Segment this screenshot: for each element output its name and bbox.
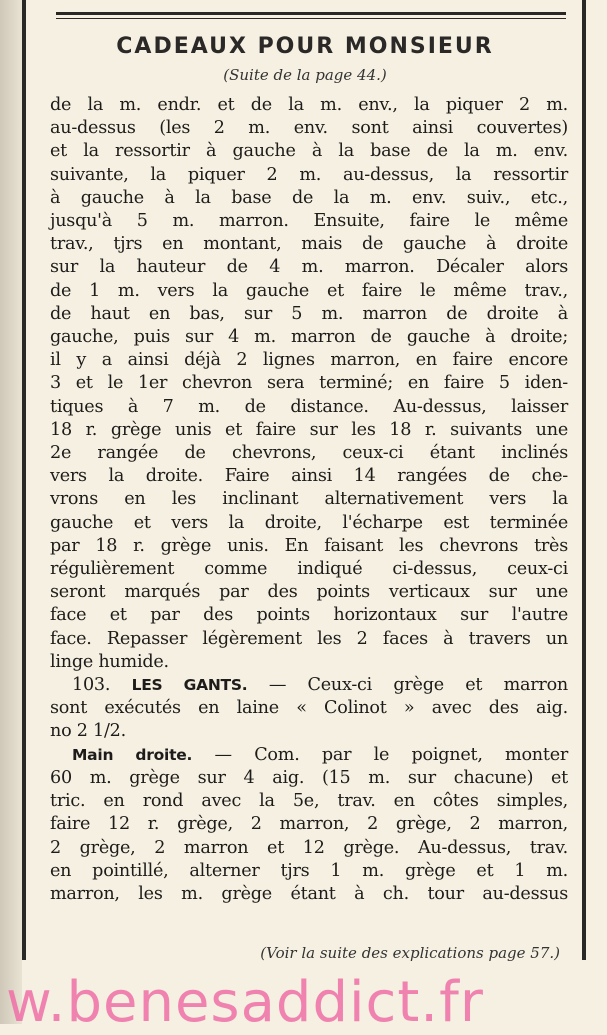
- main-droite-line: en pointillé, alterner tjrs 1 m. grège et 1 m.: [50, 860, 568, 881]
- main-droite-line: tric. en rond avec la 5e, trav. en côtes simples,: [50, 791, 568, 812]
- body-line: régulièrement comme indiqué ci-dessus, ceux-ci: [50, 559, 568, 580]
- gants-number: 103.: [72, 675, 111, 696]
- body-line: gauche, puis sur 4 m. marron de gauche à droite;: [50, 327, 568, 348]
- body-line: seront marqués par des points verticaux sur une: [50, 582, 568, 603]
- page-binding-edge: [0, 0, 22, 1024]
- body-line: linge humide.: [50, 651, 169, 672]
- gants-title: LES GANTS.: [131, 676, 248, 695]
- column-border-right: [582, 0, 586, 960]
- continued-on-note: (Voir la suite des explications page 57.): [260, 944, 560, 962]
- main-droite-title: Main droite.: [72, 745, 193, 764]
- gants-paragraph-first-line: [50, 674, 568, 697]
- top-rule: [56, 12, 566, 15]
- main-droite-line: marron, les m. grège étant à ch. tour au-dessus: [50, 883, 568, 904]
- main-droite-line: faire 12 r. grège, 2 marron, 2 grège, 2 marron,: [50, 814, 568, 835]
- body-line: face. Repasser légèrement les 2 faces à travers un: [50, 628, 568, 649]
- body-line: il y a ainsi déjà 2 lignes marron, en faire encore: [50, 350, 568, 371]
- body-line: vrons en les inclinant alternativement vers la: [50, 489, 568, 510]
- body-line: face et par des points horizontaux sur l'autre: [50, 605, 568, 626]
- body-line: 18 r. grège unis et faire sur les 18 r. suivants une: [50, 419, 568, 440]
- watermark: w.benesaddict.fr: [6, 970, 484, 1035]
- body-line: suivante, la piquer 2 m. au-dessus, la ressortir: [50, 164, 568, 185]
- body-line: tiques à 7 m. de distance. Au-dessus, laisser: [50, 396, 568, 417]
- body-line: 3 et le 1er chevron sera terminé; en faire 5 iden-: [50, 373, 568, 394]
- body-line: de haut en bas, sur 5 m. marron de droite à: [50, 303, 568, 324]
- top-rule-thin: [56, 18, 566, 19]
- continued-from-note: (Suite de la page 44.): [223, 66, 387, 84]
- body-line: vers la droite. Faire ainsi 14 rangées de che-: [50, 466, 568, 487]
- main-droite-first-line: [50, 744, 568, 767]
- body-line: de 1 m. vers la gauche et faire le même trav.,: [50, 280, 568, 301]
- body-line: par 18 r. grège unis. En faisant les chevrons très: [50, 535, 568, 556]
- gants-line: no 2 1/2.: [50, 721, 126, 742]
- article-body: [50, 94, 568, 906]
- main-droite-line: 60 m. grège sur 4 aig. (15 m. sur chacune) et: [50, 767, 568, 788]
- body-line: au-dessus (les 2 m. env. sont ainsi couvertes): [50, 118, 568, 139]
- body-line: et la ressortir à gauche à la base de la m. env.: [50, 141, 568, 162]
- body-line: de la m. endr. et de la m. env., la piquer 2 m.: [50, 95, 568, 115]
- body-line: sur la hauteur de 4 m. marron. Décaler alors: [50, 257, 568, 278]
- body-line: trav., tjrs en montant, mais de gauche à droite: [50, 234, 568, 255]
- body-line: jusqu'à 5 m. marron. Ensuite, faire le même: [50, 211, 568, 232]
- main-droite-line: 2 grège, 2 marron et 12 grège. Au-dessus, trav.: [50, 837, 568, 858]
- gants-line: sont exécutés en laine « Colinot » avec des aig.: [50, 698, 568, 719]
- body-line: 2e rangée de chevrons, ceux-ci étant inclinés: [50, 443, 568, 464]
- column-border-left: [22, 0, 26, 960]
- body-line: à gauche à la base de la m. env. suiv., etc.,: [50, 187, 568, 208]
- main-droite-line: — Com. par le poignet, monter: [214, 744, 569, 765]
- section-heading: CADEAUX POUR MONSIEUR: [116, 34, 494, 59]
- gants-line: — Ceux-ci grège et marron: [268, 675, 569, 696]
- body-line: gauche et vers la droite, l'écharpe est terminée: [50, 512, 568, 533]
